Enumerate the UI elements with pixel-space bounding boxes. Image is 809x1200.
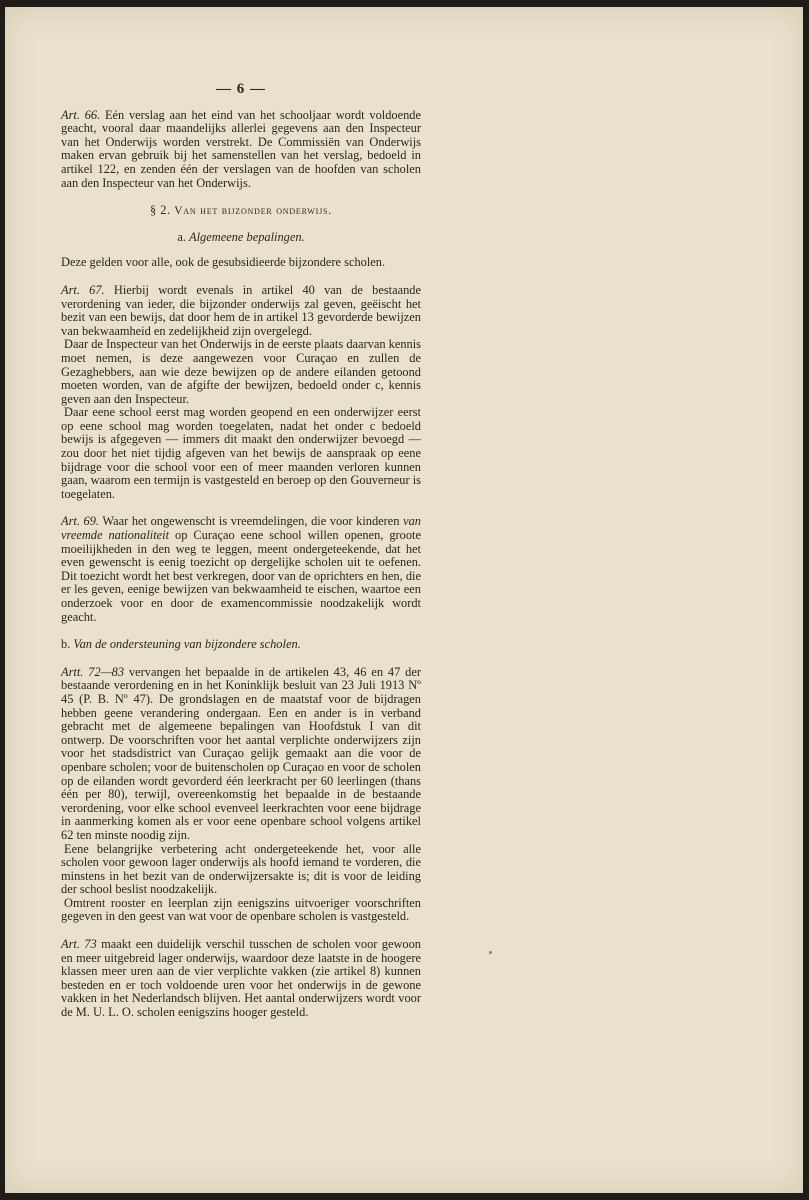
article-73-body: maakt een duidelijk verschil tusschen de scholen voor gewoon en meer uitgebreid lager onderwijs, waardoor deze laatste in de hoogere klassen meer uren aan de vier verplichte vakken (zie artikel 8) kunnen besteden en er toch voldoende uren voor het onderwijs in de gewone vakken in het Nederlandsch blijven. Het aantal onderwijzers wordt voor de M. U. L. O. scholen eenigszins hooger gesteld. [61,937,421,1020]
articles-72-83-paragraph-3: Omtrent rooster en leerplan zijn eenigszins uitvoeriger voorschriften gegeven in den geest van wat voor de openbare scholen is vastgesteld. [61,895,421,924]
page-number: — 6 — [216,81,266,97]
article-69-body-b: op Curaçao eene school willen openen, groote moeilijkheden in den weg te leggen, meent ondergeteekende, dat het even gewenscht is eenig toezicht op dergelijke scholen uit te oefenen. Dit toezicht wordt het best verkregen, door van de oprichters en hen, die er les geven, eenige bewijzen van bekwaamheid te eischen, waartoe een onderzoek voor en door de examencommissie noodzakelijk wordt geacht. [61,528,421,624]
subheading-a-title: Algemeene bepalingen. [189,229,305,244]
articles-72-83-ref: Artt. 72—83 [61,664,125,679]
article-67-body: Hierbij wordt evenals in artikel 40 van de bestaande verordening van ieder, die bijzonder onderwijs zal geven, geëischt het bezit van een bewijs, dat door hem de in artikel 13 gevorderde bewijzen van bekwaamheid en zedelijkheid zijn overgelegd. [61,282,421,338]
subheading-b [61,638,421,652]
text-column [61,83,421,1020]
article-66-body: Eén verslag aan het eind van het schooljaar wordt voldoende geacht, vooral daar maandelijks allerlei gegevens aan den Inspecteur van het Onderwijs worden verstrekt. De Commissiën van Onderwijs maken ervan gebruik bij het samenstellen van het verslag, bedoeld in artikel 122, en zenden één der verslagen van de hoofden van scholen aan den Inspecteur van het Onderwijs. [61,107,421,190]
article-73 [61,938,421,1020]
document-page [5,7,803,1193]
subheading-b-letter: b. [61,637,74,652]
article-69 [61,515,421,624]
section-number: § 2. [150,203,175,218]
articles-72-83-paragraph-2: Eene belangrijke verbetering acht ondergeteekende het, voor alle scholen voor gewoon lager onderwijs als hoofd iemand te vorderen, die minstens in het bezit van de onderwijzersakte is; dit is voor de leiding der school beslist noodzakelijk. [61,841,421,897]
subheading-a-letter: a. [177,229,190,244]
article-69-body-a: Waar het ongewenscht is vreemdelingen, die voor kinderen [99,514,404,529]
article-67 [61,284,421,338]
article-73-ref: Art. 73 [61,937,97,952]
subheading-b-title: Van de ondersteuning van bijzondere scholen. [73,637,301,652]
article-67-ref: Art. 67. [61,282,105,297]
section-heading-2 [61,204,421,219]
article-66 [61,109,421,191]
subheading-a [61,231,421,245]
article-67-paragraph-2: Daar de Inspecteur van het Onderwijs in de eerste plaats daarvan kennis moet nemen, is deze aangewezen voor Curaçao en zullen de Gezaghebbers, aan wie deze bewijzen op de andere eilanden getoond moeten worden, van de afgifte der bewijzen, bedoeld onder c, kennis geven aan den Inspecteur. [61,337,421,406]
articles-72-83-body: vervangen het bepaalde in de artikelen 43, 46 en 47 der bestaande verordening en in het Koninklijk besluit van 23 Juli 1913 Nº 45 (P. B. Nº 47). De grondslagen en de maatstaf voor de bijdragen hebben geene verandering ondergaan. Een en ander is in verband gebracht met de algemeene bepalingen van Hoofdstuk I van dit ontwerp. De voorschriften voor het aantal verplichte onderwijzers zijn voor het stadsdistrict van Curaçao gelijk gemaakt aan die voor de openbare scholen; voor de buitenscholen op Curaçao en voor de scholen op de eilanden wordt gevorderd één leerkracht per 60 leerlingen (thans één per 80), terwijl, overeenkomstig het bepaalde in de bestaande verordening, voor elke school evenveel leerkrachten voor eene bijdrage in aanmerking komen als er voor eene openbare school volgens artikel 62 ten minste noodig zijn. [61,664,421,842]
general-paragraph: Deze gelden voor alle, ook de gesubsidieerde bijzondere scholen. [61,255,386,270]
article-69-ref: Art. 69. [61,514,100,529]
articles-72-83 [61,666,421,843]
article-66-ref: Art. 66. [61,107,101,122]
paper-speck [489,951,492,954]
section-title: Van het bijzonder onderwijs. [174,205,332,218]
article-67-paragraph-3: Daar eene school eerst mag worden geopend en een onderwijzer eerst op eene school mag worden toegelaten, nadat het onder c bedoeld bewijs is afgegeven — immers dit maakt den onderwijzer bevoegd — zou door het niet tijdig afgeven van het bewijs de aanspraak op eene bijdrage voor die school voor een of meer maanden verloren kunnen gaan, waarom een termijn is vastgesteld en beroep op den Gouverneur is toegelaten. [61,405,421,501]
article-69-italic: van vreemde nationaliteit [61,514,421,543]
